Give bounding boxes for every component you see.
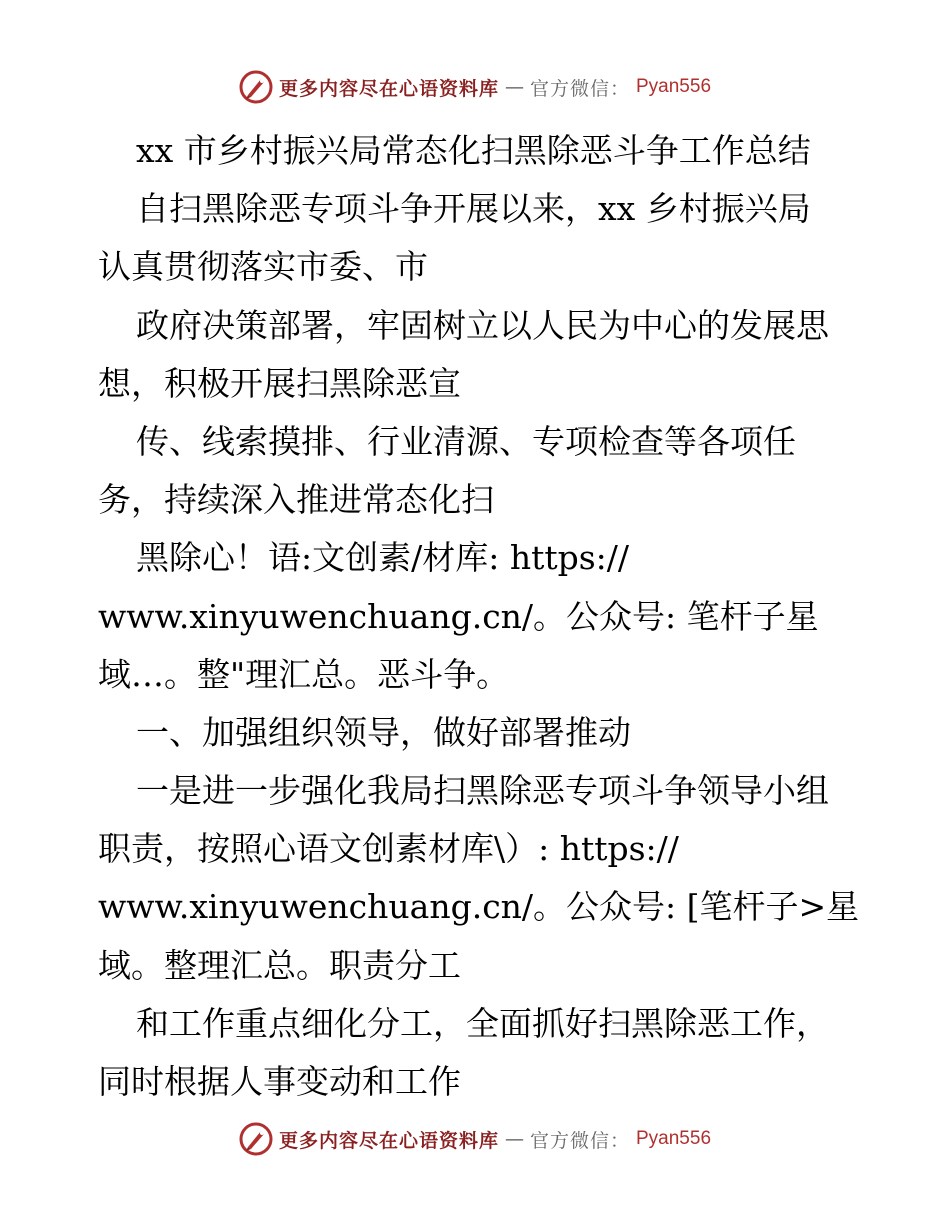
footer-banner — [0, 1122, 950, 1156]
banner-dash: — — [504, 76, 524, 98]
document-body — [98, 122, 898, 1111]
paragraph-line: 认真贯彻落实市委、市 — [98, 247, 428, 287]
section-heading: 一、加强组织领导，做好部署推动 — [136, 712, 631, 752]
header-banner — [0, 70, 950, 104]
paragraph-line: 和工作重点细化分工，全面抓好扫黑除恶工作， — [136, 1003, 829, 1043]
paragraph-line: 黑除心！语:文创素/材库: https:// — [136, 538, 630, 578]
paragraph-line: 自扫黑除恶专项斗争开展以来，xx 乡村振兴局 — [136, 189, 811, 229]
paragraph-line: 想，积极开展扫黑除恶宣 — [98, 363, 461, 403]
paragraph-line: 务，持续深入推进常态化扫 — [98, 480, 494, 520]
paragraph-line: 政府决策部署，牢固树立以人民为中心的发展思 — [136, 305, 829, 345]
banner-brand-text: 更多内容尽在心语资料库 — [278, 77, 499, 100]
paragraph-line: 域。整理汇总。职责分工 — [98, 945, 461, 985]
footer-brand-text: 更多内容尽在心语资料库 — [278, 1129, 499, 1152]
quill-pen-icon — [239, 70, 273, 104]
quill-pen-icon — [239, 1122, 273, 1156]
footer-wechat-id: Pyan556 — [636, 1128, 712, 1149]
paragraph-line: 域…。整"理汇总。恶斗争。 — [98, 654, 510, 694]
paragraph-line: 一是进一步强化我局扫黑除恶专项斗争领导小组 — [136, 771, 829, 811]
paragraph-line: www.xinyuwenchuang.cn/。公众号: [笔杆子>星 — [98, 887, 860, 927]
paragraph-line: 传、线索摸排、行业清源、专项检查等各项任 — [136, 421, 796, 461]
paragraph-line: 职责，按照心语文创素材库\）: https:// — [98, 829, 679, 869]
banner-official-label: 官方微信： — [529, 77, 630, 100]
banner-wechat-id: Pyan556 — [636, 76, 712, 97]
paragraph-line: 同时根据人事变动和工作 — [98, 1062, 461, 1101]
footer-dash: — — [504, 1128, 524, 1150]
document-title: xx 市乡村振兴局常态化扫黑除恶斗争工作总结 — [136, 131, 811, 170]
footer-official-label: 官方微信： — [529, 1129, 630, 1152]
paragraph-line: www.xinyuwenchuang.cn/。公众号: 笔杆子星 — [98, 596, 819, 636]
